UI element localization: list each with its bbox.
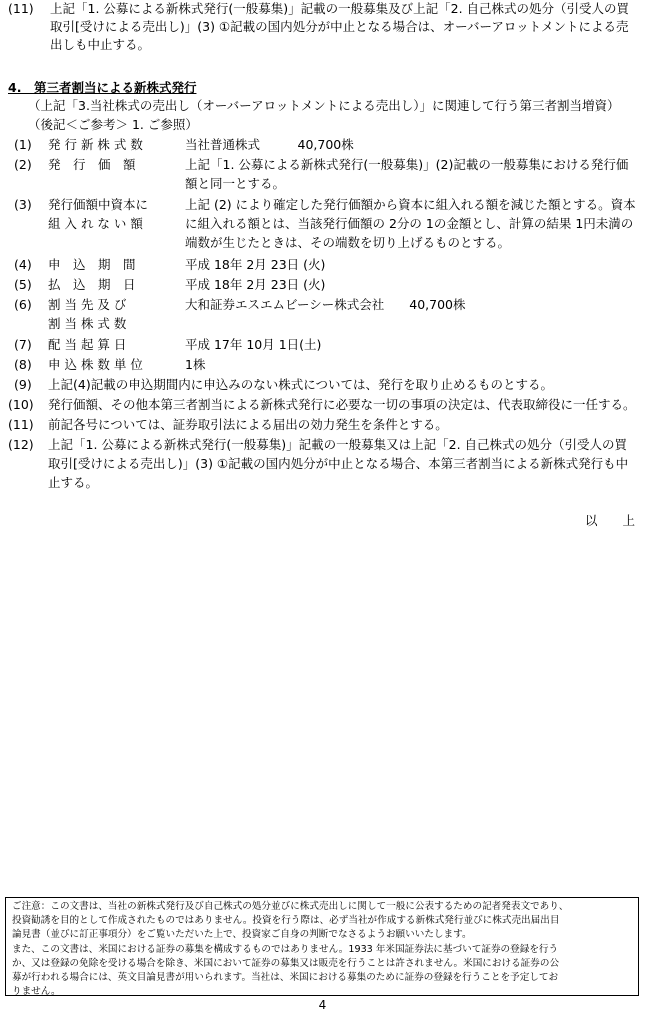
item-text-line: 取引[受けによる売出し)」(3) ①記載の国内処分が中止となる場合は、オーバーアロットメントによる売 [50,19,629,34]
disclaimer-line: また、この文書は、米国における証券の募集を構成するものではありません。1933 年米国証券法に基づいて証券の登録を行う [12,943,559,955]
item-number: (9) [14,377,32,392]
item-text: 発行価額、その他本第三者割当による新株式発行に必要な一切の事項の決定は、代表取締役に一任する。 [48,397,636,412]
item-label: 申 込 株 数 単 位 [48,357,143,372]
closing-mark: 以 上 [585,513,636,528]
item-text-line: 止する。 [48,475,99,490]
item-value-line: 上記 (2) により確定した発行価額から資本に組入れる額を減じた額とする。資本 [185,197,636,212]
item-number: (3) [14,197,32,212]
item-number: (1) [14,137,32,152]
item-number: (6) [14,297,32,312]
item-value: 1株 [185,357,206,372]
item-number: (10) [8,397,34,412]
section-subheading: （上記「3.当社株式の売出し（オーバーアロットメントによる売出し）」に関連して行う第三者割当増資） [28,98,620,113]
item-label: 発 行 価 額 [48,157,136,172]
disclaimer-line: か、又は登録の免除を受ける場合を除き、米国において証券の募集又は販売を行うことは許されません。米国における証券の公 [12,957,560,969]
item-label: 発行価額中資本に [48,197,149,212]
item-value-line: に組入れる額とは、当該発行価額の 2分の 1の金額とし、計算の結果 1円未満の [185,216,634,231]
item-label: 配 当 起 算 日 [48,337,127,352]
disclaimer-line: 投資勧誘を目的として作成されたものではありません。投資を行う際は、必ず当社が作成する新株式発行並びに株式売出届出目 [12,915,560,927]
item-value: 平成 17年 10月 1日(土) [185,337,322,352]
disclaimer-line: 募が行われる場合には、英文目論見書が用いられます。当社は、米国における募集のために証券の登録を行うことを予定してお [12,972,559,984]
disclaimer-line: 論見書（並びに訂正事項分）をご覧いただいた上で、投資家ご自身の判断でなさるようお願いいたします。 [12,929,472,941]
item-label: 組 入 れ な い 額 [48,216,143,231]
item-label: 割 当 先 及 び [48,297,127,312]
item-number: (2) [14,157,32,172]
item-text-line: 上記「1. 公募による新株式発行(一般募集)」記載の一般募集又は上記「2. 自己株式の処分（引受人の買 [48,437,628,452]
section-heading: 4. 第三者割当による新株式発行 [8,80,197,95]
item-number: (7) [14,337,32,352]
item-value: 平成 18年 2月 23日 (火) [185,277,326,292]
item-value: 平成 18年 2月 23日 (火) [185,257,326,272]
item-label: 払 込 期 日 [48,277,136,292]
item-value-line: 端数が生じたときは、その端数を切り上げるものとする。 [185,235,511,250]
item-text-line: 取引[受けによる売出し)」(3) ①記載の国内処分が中止となる場合、本第三者割当による新株式発行も中 [48,456,629,471]
item-text-line: 上記「1. 公募による新株式発行(一般募集)」記載の一般募集及び上記「2. 自己株式の処分（引受人の買 [50,1,630,16]
item-value-line: 上記「1. 公募による新株式発行(一般募集)」(2)記載の一般募集における発行価 [185,157,629,172]
item-number: (8) [14,357,32,372]
item-value: 当社普通株式 40,700株 [185,137,354,152]
disclaimer-line: りません。 [12,986,61,998]
item-value: 大和証券エスエムビーシー株式会社 40,700株 [185,297,466,312]
item-value-line: 額と同一とする。 [185,176,286,191]
disclaimer-box [5,897,639,996]
item-label: 発 行 新 株 式 数 [48,137,143,152]
item-text-line: 出しも中止する。 [50,37,151,52]
page-number: 4 [318,998,327,1012]
disclaimer-line: ご注意：この文書は、当社の新株式発行及び自己株式の処分並びに株式売出しに関して一般に公表するための記者発表文であり、 [12,901,569,912]
item-label: 割 当 株 式 数 [48,316,127,331]
section-reference: （後記＜ご参考＞ 1. ご参照） [28,117,198,132]
item-number: (4) [14,257,32,272]
item-text: 上記(4)記載の申込期間内に申込みのない株式については、発行を取り止めるものとする。 [48,377,553,392]
item-label: 申 込 期 間 [48,257,136,272]
item-number: (12) [8,437,34,452]
item-number: (5) [14,277,32,292]
item-number: (11) [8,417,34,432]
item-number: (11) [8,1,34,16]
item-text: 前記各号については、証券取引法による届出の効力発生を条件とする。 [48,417,448,432]
